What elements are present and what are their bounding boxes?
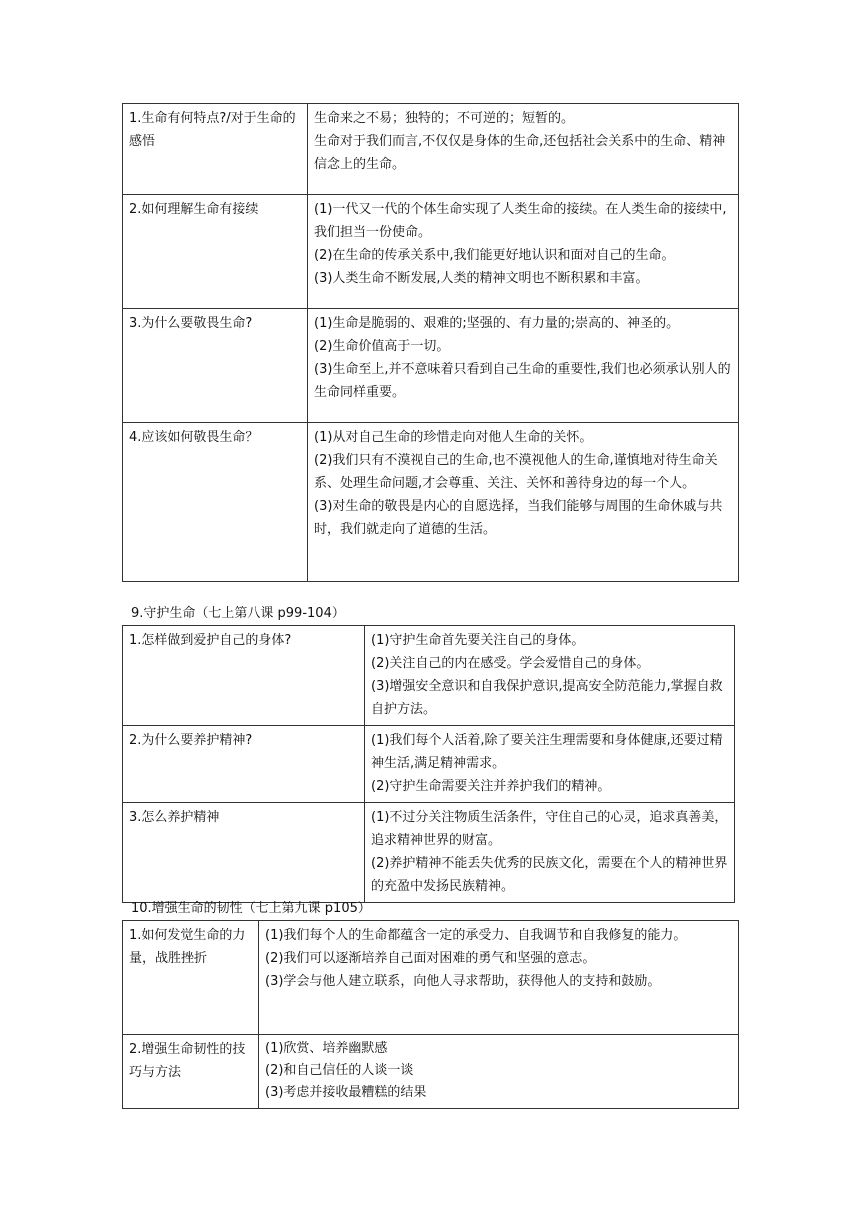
answer-line: (2)在生命的传承关系中,我们能更好地认识和面对自己的生命。 xyxy=(314,248,675,263)
answer-line: (2)我们可以逐渐培养自己面对困难的勇气和坚强的意志。 xyxy=(265,951,596,966)
question-text: 3.为什么要敬畏生命? xyxy=(129,316,253,331)
answer-line: (1)我们每个人活着,除了要关注生理需要和身体健康,还要过精神生活,满足精神需求。 xyxy=(371,733,723,771)
answer-line: (3)生命至上,并不意味着只看到自己生命的重要性,我们也必须承认别人的生命同样重要。 xyxy=(314,362,731,400)
question-cell xyxy=(123,726,365,803)
answer-cell xyxy=(365,626,735,726)
question-cell xyxy=(123,626,365,726)
answer-cell xyxy=(365,803,735,903)
answer-cell xyxy=(259,921,739,1035)
answer-line: (1)我们每个人的生命都蕴含一定的承受力、自我调节和自我修复的能力。 xyxy=(265,928,687,943)
answer-cell xyxy=(308,195,739,309)
question-cell xyxy=(123,803,365,903)
question-text: 2.增强生命韧性的技巧与方法 xyxy=(129,1042,246,1080)
question-text: 2.为什么要养护精神? xyxy=(129,733,253,748)
question-cell xyxy=(123,104,308,195)
question-cell xyxy=(123,309,308,423)
table-row xyxy=(123,104,739,195)
table-life-characteristics xyxy=(122,103,739,582)
question-cell xyxy=(123,423,308,582)
question-text: 2.如何理解生命有接续 xyxy=(129,202,259,217)
question-text: 4.应该如何敬畏生命？ xyxy=(129,430,259,445)
section-9-heading: 9.守护生命（七上第八课 p99-104） xyxy=(131,606,345,621)
answer-cell xyxy=(308,309,739,423)
table-row xyxy=(123,423,739,582)
answer-line: (2)生命价值高于一切。 xyxy=(314,339,450,354)
answer-line: (1)守护生命首先要关注自己的身体。 xyxy=(371,633,585,648)
question-cell xyxy=(123,195,308,309)
answer-cell xyxy=(259,1035,739,1109)
question-text: 1.生命有何特点?/对于生命的感悟 xyxy=(129,111,296,149)
question-text: 1.怎样做到爱护自己的身体? xyxy=(129,633,292,648)
answer-line: (3)考虑并接收最糟糕的结果 xyxy=(265,1085,427,1100)
question-text: 3.怎么养护精神 xyxy=(129,810,220,825)
answer-line: (1)从对自己生命的珍惜走向对他人生命的关怀。 xyxy=(314,430,593,445)
table-row xyxy=(123,309,739,423)
answer-line: (1)欣赏、培养幽默感 xyxy=(265,1041,388,1056)
answer-line: 生命来之不易；独特的；不可逆的；短暂的。 xyxy=(314,111,575,126)
answer-cell xyxy=(308,104,739,195)
answer-line: (3)人类生命不断发展,人类的精神文明也不断积累和丰富。 xyxy=(314,271,649,286)
section-10-heading: 10.增强生命的韧性（七上第九课 p105） xyxy=(131,901,371,916)
answer-cell xyxy=(308,423,739,582)
question-text: 1.如何发觉生命的力量，战胜挫折 xyxy=(129,928,246,966)
answer-line: (1)一代又一代的个体生命实现了人类生命的接续。在人类生命的接续中,我们担当一份使命。 xyxy=(314,202,727,240)
table-row xyxy=(123,195,739,309)
table-row xyxy=(123,921,739,1035)
answer-cell xyxy=(365,726,735,803)
table-row xyxy=(123,726,735,803)
table-row xyxy=(123,803,735,903)
answer-line: (2)我们只有不漠视自己的生命,也不漠视他人的生命,谨慎地对待生命关系、处理生命问题,才会尊重、关注、关怀和善待身边的每一个人。 xyxy=(314,453,718,491)
table-life-resilience xyxy=(122,920,739,1109)
answer-line: 生命对于我们而言,不仅仅是身体的生命,还包括社会关系中的生命、精神信念上的生命。 xyxy=(314,134,726,172)
table-protect-life xyxy=(122,625,735,903)
answer-line: (2)守护生命需要关注并养护我们的精神。 xyxy=(371,779,611,794)
question-cell xyxy=(123,1035,259,1109)
table-row xyxy=(123,626,735,726)
answer-line: (2)关注自己的内在感受。学会爱惜自己的身体。 xyxy=(371,656,650,671)
answer-line: (2)养护精神不能丢失优秀的民族文化，需要在个人的精神世界的充盈中发扬民族精神。 xyxy=(371,856,728,894)
question-cell xyxy=(123,921,259,1035)
answer-line: (1)生命是脆弱的、艰难的;坚强的、有力量的;崇高的、神圣的。 xyxy=(314,316,680,331)
answer-line: (3)对生命的敬畏是内心的自愿选择，当我们能够与周围的生命休戚与共时，我们就走向了道德的生活。 xyxy=(314,499,723,537)
answer-line: (3)学会与他人建立联系，向他人寻求帮助，获得他人的支持和鼓励。 xyxy=(265,974,661,989)
table-row xyxy=(123,1035,739,1109)
answer-line: (2)和自己信任的人谈一谈 xyxy=(265,1063,414,1078)
answer-line: (1)不过分关注物质生活条件，守住自己的心灵，追求真善美，追求精神世界的财富。 xyxy=(371,810,728,848)
answer-line: (3)增强安全意识和自我保护意识,提高安全防范能力,掌握自救自护方法。 xyxy=(371,679,723,717)
